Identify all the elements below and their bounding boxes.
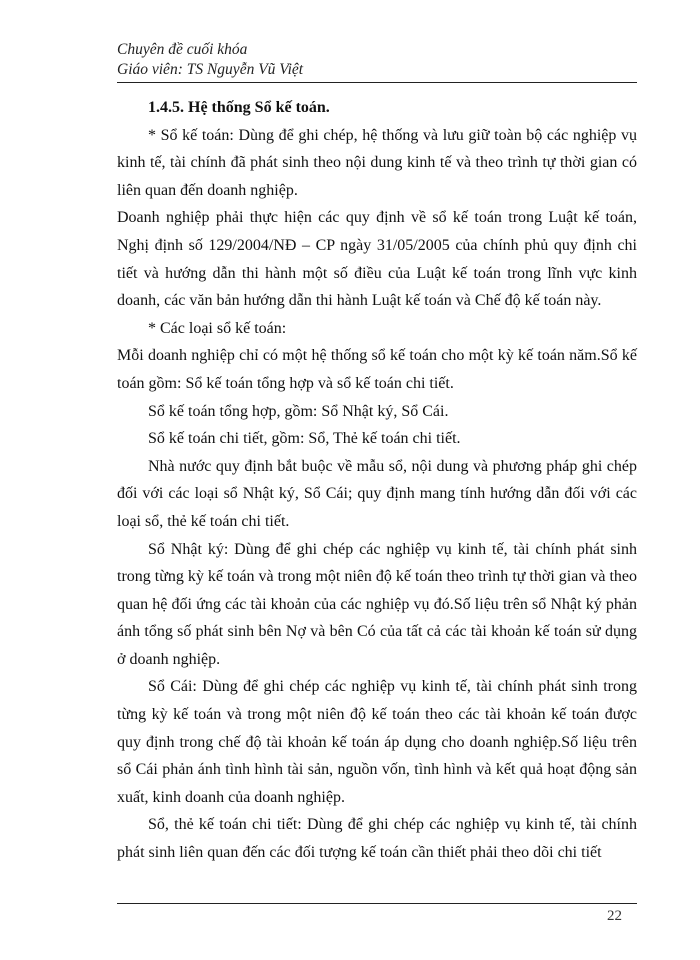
header-instructor: Giáo viên: TS Nguyễn Vũ Việt xyxy=(117,61,304,78)
paragraph-state-rules: Nhà nước quy định bắt buộc về mẫu sổ, nội dung và phương pháp ghi chép đối với các loại sổ Nhật ký, Sổ Cái; quy định mang tính hướng dẫn đối với các loại sổ, thẻ kế toán chi tiết. xyxy=(117,457,637,530)
paragraph-ledger: Sổ Cái: Dùng để ghi chép các nghiệp vụ kinh tế, tài chính phát sinh trong từng kỳ kế toán và trong một niên độ kế toán theo các tài khoản kế toán được quy định trong chế độ tài khoản kế toán áp dụng cho doanh nghiệp.Số liệu trên sổ Cái phản ánh tình hình tài sản, nguồn vốn, tình hình và kết quả hoạt động sản xuất, kinh doanh của doanh nghiệp. xyxy=(117,678,637,806)
paragraph-types-heading: * Các loại sổ kế toán: xyxy=(148,319,287,337)
footer-divider xyxy=(117,903,637,904)
paragraph-detail-cards: Sổ, thẻ kế toán chi tiết: Dùng để ghi chép các nghiệp vụ kinh tế, tài chính phát sinh liên quan đến các đối tượng kế toán cần thiết phải theo dõi chi tiết xyxy=(117,816,637,862)
header-divider xyxy=(117,82,637,83)
page-header xyxy=(117,40,637,80)
paragraph-journal: Sổ Nhật ký: Dùng để ghi chép các nghiệp vụ kinh tế, tài chính phát sinh trong từng kỳ kế toán và trong một niên độ kế toán theo trình tự thời gian và theo quan hệ đối ứng các tài khoản của các nghiệp vụ đó.Số liệu trên sổ Nhật ký phản ánh tổng số phát sinh bên Nợ và bên Có của tất cả các tài khoản kế toán sử dụng ở doanh nghiệp. xyxy=(117,540,637,668)
section-heading: 1.4.5. Hệ thống Sổ kế toán. xyxy=(148,99,330,116)
document-body xyxy=(117,94,637,867)
paragraph-general-books: Sổ kế toán tổng hợp, gồm: Sổ Nhật ký, Sổ Cái. xyxy=(148,402,449,420)
header-course-title: Chuyên đề cuối khóa xyxy=(117,41,248,58)
paragraph-regulation: Doanh nghiệp phải thực hiện các quy định về sổ kế toán trong Luật kế toán, Nghị định số 129/2004/NĐ – CP ngày 31/05/2005 của chính phủ quy định chi tiết và hướng dẫn thi hành một số điều của Luật kế toán trong lĩnh vực kinh doanh, các văn bản hướng dẫn thi hành Luật kế toán và Chế độ kế toán này. xyxy=(117,209,637,310)
paragraph-system: Mỗi doanh nghiệp chỉ có một hệ thống sổ kế toán cho một kỳ kế toán năm.Sổ kế toán gồm: Sổ kế toán tổng hợp và sổ kế toán chi tiết. xyxy=(117,347,637,392)
page-number: 22 xyxy=(607,908,622,924)
paragraph-detail-books: Sổ kế toán chi tiết, gồm: Sổ, Thẻ kế toán chi tiết. xyxy=(148,430,461,448)
paragraph-definition: * Sổ kế toán: Dùng để ghi chép, hệ thống và lưu giữ toàn bộ các nghiệp vụ kinh tế, tài chính đã phát sinh theo nội dung kinh tế và theo trình tự thời gian có liên quan đến doanh nghiệp. xyxy=(117,126,637,199)
